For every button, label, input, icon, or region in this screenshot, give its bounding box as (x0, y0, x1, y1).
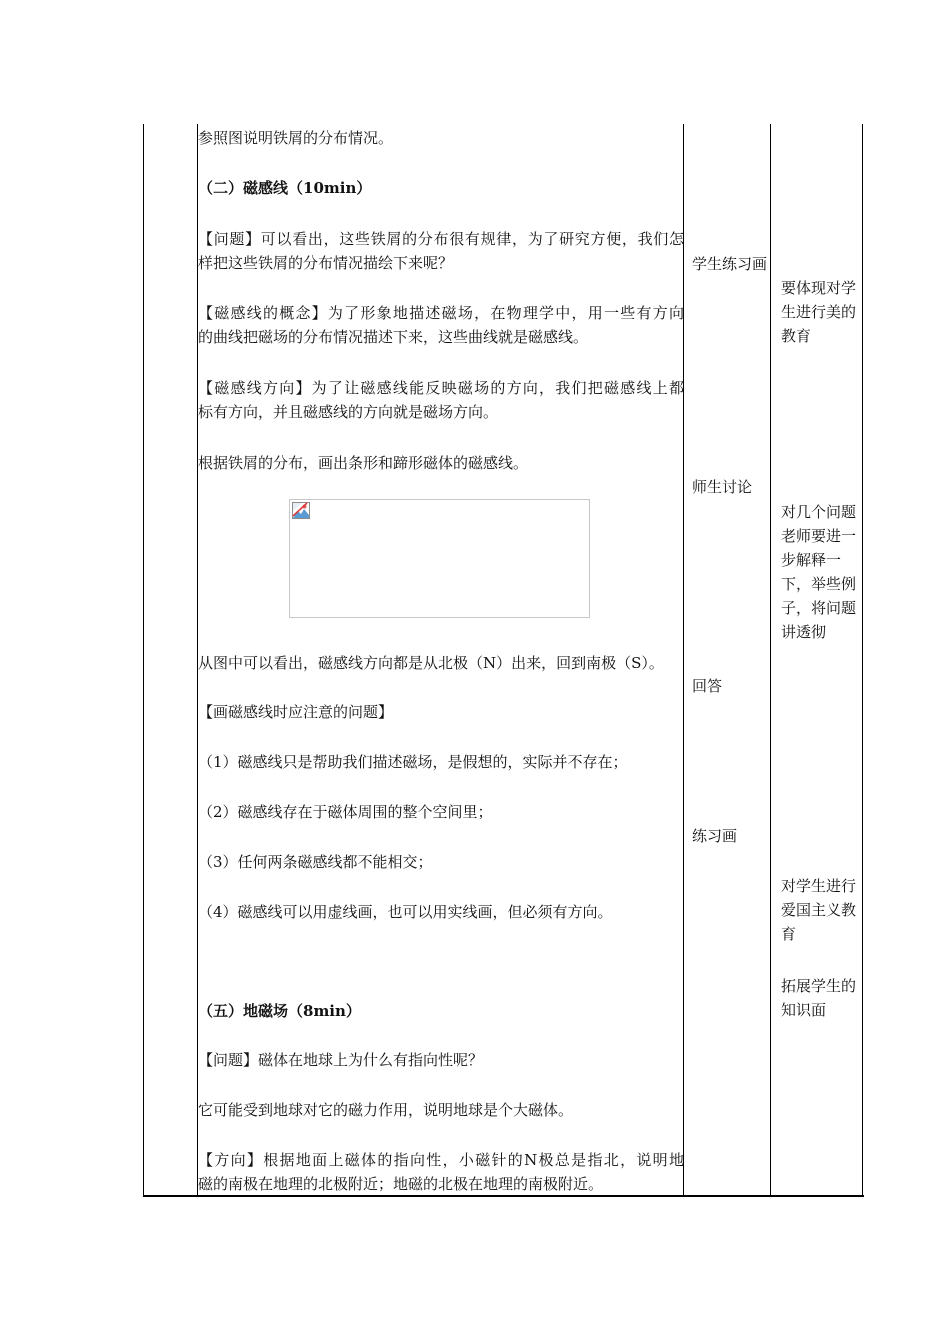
direction-line-1: 【磁感线方向】为了让磁感线能反映磁场的方向，我们把磁感线上都 (198, 379, 684, 397)
table-border-left (143, 124, 144, 1196)
answer-paragraph: 它可能受到地球对它的磁力作用，说明地球是个大磁体。 (198, 1101, 574, 1119)
concept-line-1: 【磁感线的概念】为了形象地描述磁场，在物理学中，用一些有方向 (198, 304, 684, 322)
question-2: 【问题】磁体在地球上为什么有指向性呢？ (198, 1051, 484, 1069)
question-1-line-2: 样把这些铁屑的分布情况描绘下来呢？ (198, 254, 454, 272)
intention-expand-knowledge: 拓展学生的知识面 (781, 977, 857, 1019)
section-heading-magnetic-lines: （二）磁感线（10min） (198, 179, 372, 197)
direction-line-2: 标有方向，并且磁感线的方向就是磁场方向。 (198, 403, 499, 421)
question-1-line-1: 【问题】可以看出，这些铁屑的分布很有规律，为了研究方便，我们怎 (198, 230, 684, 248)
note-2: （2）磁感线存在于磁体周围的整个空间里； (198, 803, 493, 821)
concept-line-2: 的曲线把磁场的分布情况描述下来，这些曲线就是磁感线。 (198, 328, 589, 346)
intention-explain: 对几个问题老师要进一步解释一下，举些例子，将问题讲透彻 (781, 503, 857, 641)
activity-discussion: 师生讨论 (692, 478, 753, 496)
direction-2-line-1: 【方向】根据地面上磁体的指向性，小磁针的N极总是指北，说明地 (198, 1151, 684, 1169)
draw-instruction: 根据铁屑的分布，画出条形和蹄形磁体的磁感线。 (198, 454, 529, 472)
note-4: （4）磁感线可以用虚线画，也可以用实线画，但必须有方向。 (198, 903, 613, 921)
broken-image-icon (292, 502, 310, 519)
section-heading-geomagnetic: （五）地磁场（8min） (198, 1002, 361, 1020)
magnetic-field-image-placeholder (289, 499, 590, 618)
activity-practice-drawing: 学生练习画 (692, 255, 768, 273)
intro-paragraph: 参照图说明铁屑的分布情况。 (198, 129, 394, 147)
note-1: （1）磁感线只是帮助我们描述磁场，是假想的，实际并不存在； (198, 753, 628, 771)
table-divider-3 (770, 124, 771, 1196)
notes-title: 【画磁感线时应注意的问题】 (198, 703, 394, 721)
intention-aesthetic: 要体现对学生进行美的教育 (781, 279, 857, 345)
activity-answer: 回答 (692, 677, 723, 695)
table-border-right (862, 124, 863, 1196)
note-3: （3）任何两条磁感线都不能相交； (198, 853, 433, 871)
observation-paragraph: 从图中可以看出，磁感线方向都是从北极（N）出来，回到南极（S）。 (198, 654, 664, 672)
intention-patriotic: 对学生进行爱国主义教育 (781, 877, 857, 943)
activity-practice: 练习画 (692, 827, 738, 845)
direction-2-line-2: 磁的南极在地理的北极附近；地磁的北极在地理的南极附近。 (198, 1175, 604, 1193)
